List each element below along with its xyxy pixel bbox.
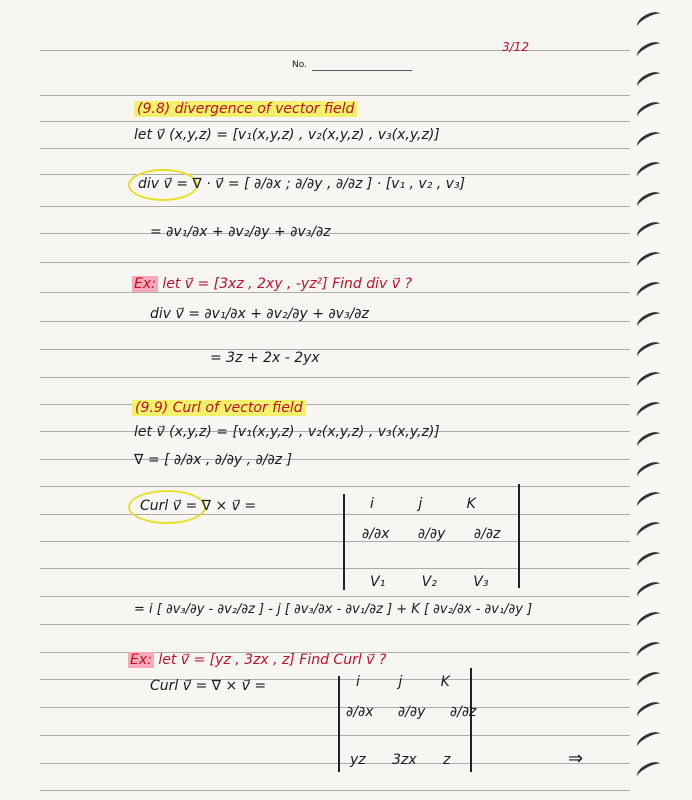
nabla-definition: ∇ = [ ∂/∂x , ∂/∂y , ∂/∂z ] (134, 452, 293, 468)
div-formula-equals: = ∂v₁/∂x + ∂v₂/∂y + ∂v₃/∂z (150, 224, 331, 240)
determinant-left-bar (338, 676, 340, 772)
example-det-row-components: yz 3zx z (350, 752, 451, 768)
continue-arrow-icon: ⇒ (568, 748, 584, 769)
vector-field-definition: let v⃗ (x,y,z) = [v₁(x,y,z) , v₂(x,y,z) , v₃(x,y,z)] (134, 127, 440, 143)
det-row-partials: ∂/∂x ∂/∂y ∂/∂z (362, 526, 501, 542)
div-formula-operator: div v⃗ = ∇ · v⃗ = [ ∂/∂x ; ∂/∂y , ∂/∂z ] · [v₁ , v₂ , v₃] (138, 176, 466, 192)
example-divergence: Ex: let v⃗ = [3xz , 2xy , -yz²] Find div v⃗ ? (134, 276, 412, 292)
page-number-label: No. (292, 60, 307, 70)
curl-vector-definition: let v⃗ (x,y,z) = [v₁(x,y,z) , v₂(x,y,z) , v₃(x,y,z)] (134, 424, 440, 440)
example-div-result: = 3z + 2x - 2yx (210, 350, 320, 366)
curl-formula: Curl v⃗ = ∇ × v⃗ = (140, 498, 257, 514)
example-curl: Ex: let v⃗ = [yz , 3zx , z] Find Curl v⃗ ? (130, 652, 387, 668)
section-heading-curl: (9.9) Curl of vector field (132, 400, 306, 416)
example-det-row-partials: ∂/∂x ∂/∂y ∂/∂z (346, 704, 477, 720)
determinant-left-bar (343, 494, 345, 590)
example-curl-formula: Curl v⃗ = ∇ × v⃗ = (150, 678, 267, 694)
section-heading-divergence: (9.8) divergence of vector field (134, 101, 357, 117)
page-date: 3/12 (502, 40, 529, 54)
example-div-step1: div v⃗ = ∂v₁/∂x + ∂v₂/∂y + ∂v₃/∂z (150, 306, 369, 322)
det-row-unit-vectors: i j K (370, 496, 476, 512)
determinant-right-bar (470, 668, 472, 772)
curl-expansion: = i [ ∂v₃/∂y - ∂v₂/∂z ] - j [ ∂v₃/∂x - ∂v₁/∂z ] + K [ ∂v₂/∂x - ∂v₁/∂y ] (134, 602, 533, 617)
example-det-row-unit-vectors: i j K (356, 674, 450, 690)
determinant-right-bar (518, 484, 520, 588)
det-row-components: V₁ V₂ V₃ (370, 574, 489, 590)
